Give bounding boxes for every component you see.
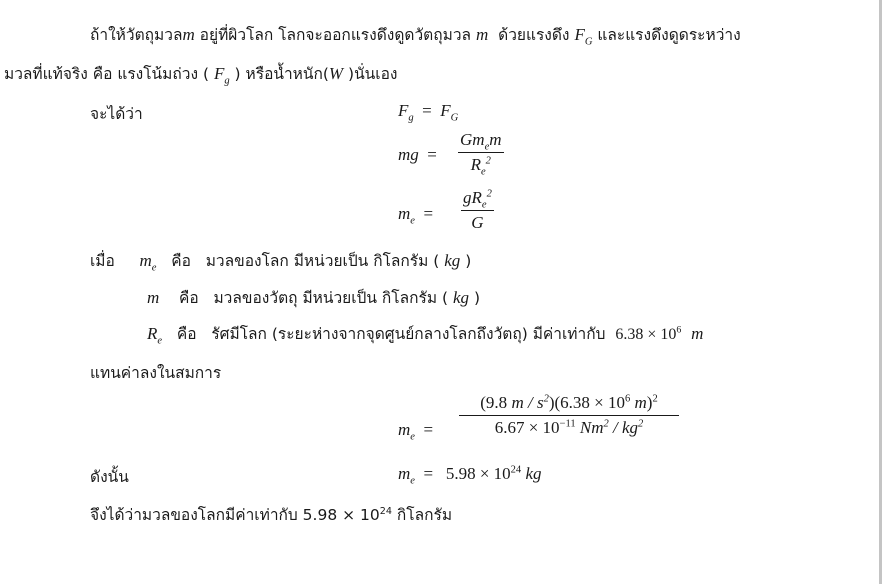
so-label: จะได้ว่า [90,105,143,123]
intro-text-c: ด้วยแรงดึง [498,26,570,44]
intro-text-e: มวลที่แท้จริง คือ แรงโน้มถ่วง ( [4,65,210,83]
equation-1: $F_g = F_G$ [398,101,459,124]
definition-m: m คือ มวลของวัตถุ มีหน่วยเป็น กิโลกรัม ( kg ) [147,288,481,307]
eq1-lhs: $F_g$ [398,101,414,124]
conclusion-line: จึงได้ว่ามวลของโลกมีค่าเท่ากับ $5.98 \times 10^{24}$ กิโลกรัม [90,505,453,524]
intro-text-g: )นั่นเอง [348,65,398,83]
substitute-label: แทนค่าลงในสมการ [90,364,222,382]
equation-2-fraction: $Gm_em$ $R_e^2$ [460,130,502,178]
intro-text-f: ) หรือน้ำหนัก( [234,65,329,83]
symbol-m: m [182,25,195,44]
equation-2-lhs: mg = [398,145,437,164]
intro-line-2 [4,61,397,86]
equation-3-fraction: $gR_e^2$ G [463,188,492,232]
symbol-FG: $F_G$ [574,25,593,48]
equation-4-lhs: $m_e$ = [398,420,434,443]
symbol-m: m [475,25,489,44]
symbol-W: W [328,64,344,83]
symbol-Fg: $F_g$ [213,64,230,87]
equation-3-lhs: $m_e$ = [398,204,434,227]
eq1-rhs: $F_G$ [440,101,459,124]
intro-text-d: และแรงดึงดูดระหว่าง [597,26,741,44]
therefore-label: ดังนั้น [90,468,129,486]
equation-4-fraction: (9.8 $m / s^2)(6.38 \times 10^6$ m)$^2$ $6.67 \times 10^{-11}$ $Nm^2 / kg^2$ [459,393,679,438]
definition-me: เมื่อ $m_e$ คือ มวลของโลก มีหน่วยเป็น กิโลกรัม ( kg ) [90,251,472,274]
intro-text-b: อยู่ที่ผิวโลก โลกจะออกแรงดึงดูดวัตถุมวล [199,26,472,44]
intro-text-a: ถ้าให้วัตถุมวล [90,26,183,44]
definition-Re: $R_e$ คือ รัศมีโลก (ระยะห่างจากจุดศูนย์กลางโลกถึงวัตถุ) มีค่าเท่ากับ $6.38 \times 10^6$ m [147,324,704,347]
intro-line-1 [90,22,741,47]
equation-5: $m_e$ = $5.98 \times 10^{24}$ kg [398,464,542,487]
